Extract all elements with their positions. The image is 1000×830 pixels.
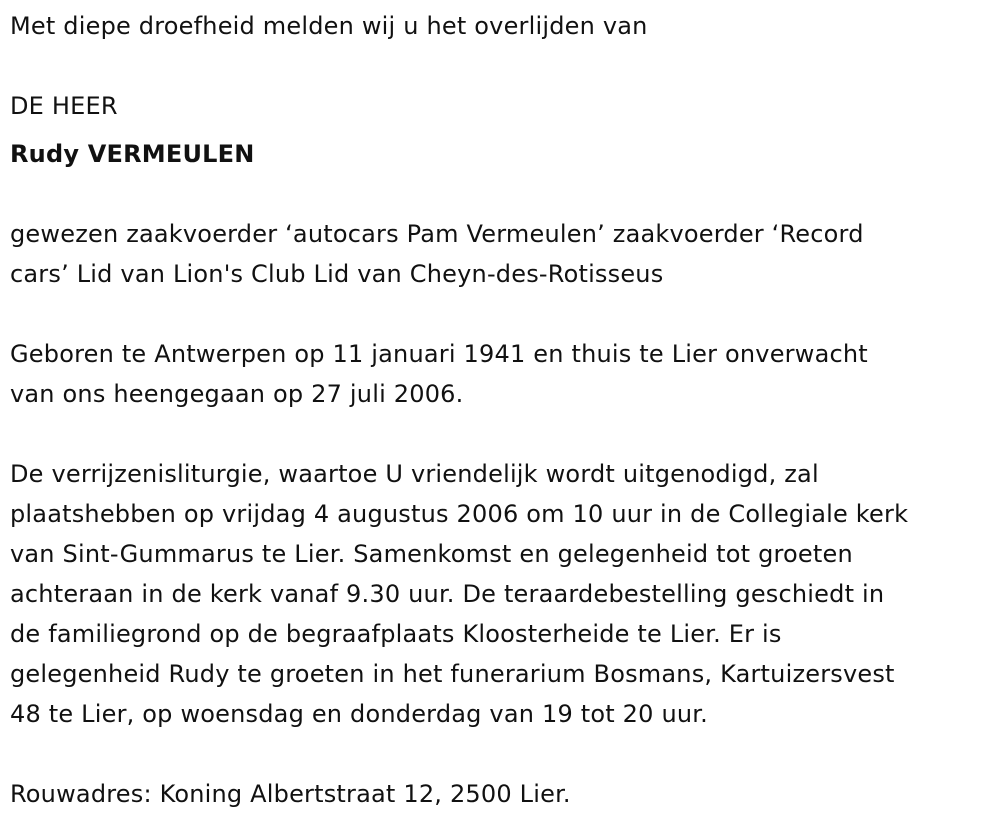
spacer — [10, 414, 995, 454]
birth-death-paragraph — [10, 334, 995, 414]
spacer — [10, 46, 995, 86]
birth-death-line: van ons heengegaan op 27 juli 2006. — [10, 380, 464, 408]
ceremony-line: plaatshebben op vrijdag 4 augustus 2006 om 10 uur in de Collegiale kerk — [10, 500, 909, 528]
intro-text: Met diepe droefheid melden wij u het overlijden van — [10, 12, 648, 40]
ceremony-line: de familiegrond op de begraafplaats Kloosterheide te Lier. Er is — [10, 620, 782, 648]
ceremony-line: van Sint-Gummarus te Lier. Samenkomst en gelegenheid tot groeten — [10, 540, 853, 568]
ceremony-line: gelegenheid Rudy te groeten in het funerarium Bosmans, Kartuizersvest — [10, 660, 895, 688]
spacer — [10, 734, 995, 774]
roles-line: cars’ Lid van Lion's Club Lid van Cheyn-des-Rotisseus — [10, 260, 664, 288]
spacer — [10, 126, 995, 134]
spacer — [10, 174, 995, 214]
ceremony-line: achteraan in de kerk vanaf 9.30 uur. De teraardebestelling geschiedt in — [10, 580, 885, 608]
roles-line: gewezen zaakvoerder ‘autocars Pam Vermeulen’ zaakvoerder ‘Record — [10, 220, 864, 248]
ceremony-line: De verrijzenisliturgie, waartoe U vriendelijk wordt uitgenodigd, zal — [10, 460, 819, 488]
mourning-address: Rouwadres: Koning Albertstraat 12, 2500 Lier. — [10, 780, 571, 808]
birth-death-line: Geboren te Antwerpen op 11 januari 1941 en thuis te Lier onverwacht — [10, 340, 868, 368]
honorific-title: DE HEER — [10, 92, 118, 120]
obituary-notice — [10, 6, 995, 814]
ceremony-line: 48 te Lier, op woensdag en donderdag van 19 tot 20 uur. — [10, 700, 708, 728]
roles-paragraph — [10, 214, 995, 294]
spacer — [10, 294, 995, 334]
deceased-name: Rudy VERMEULEN — [10, 140, 255, 168]
ceremony-paragraph — [10, 454, 995, 734]
